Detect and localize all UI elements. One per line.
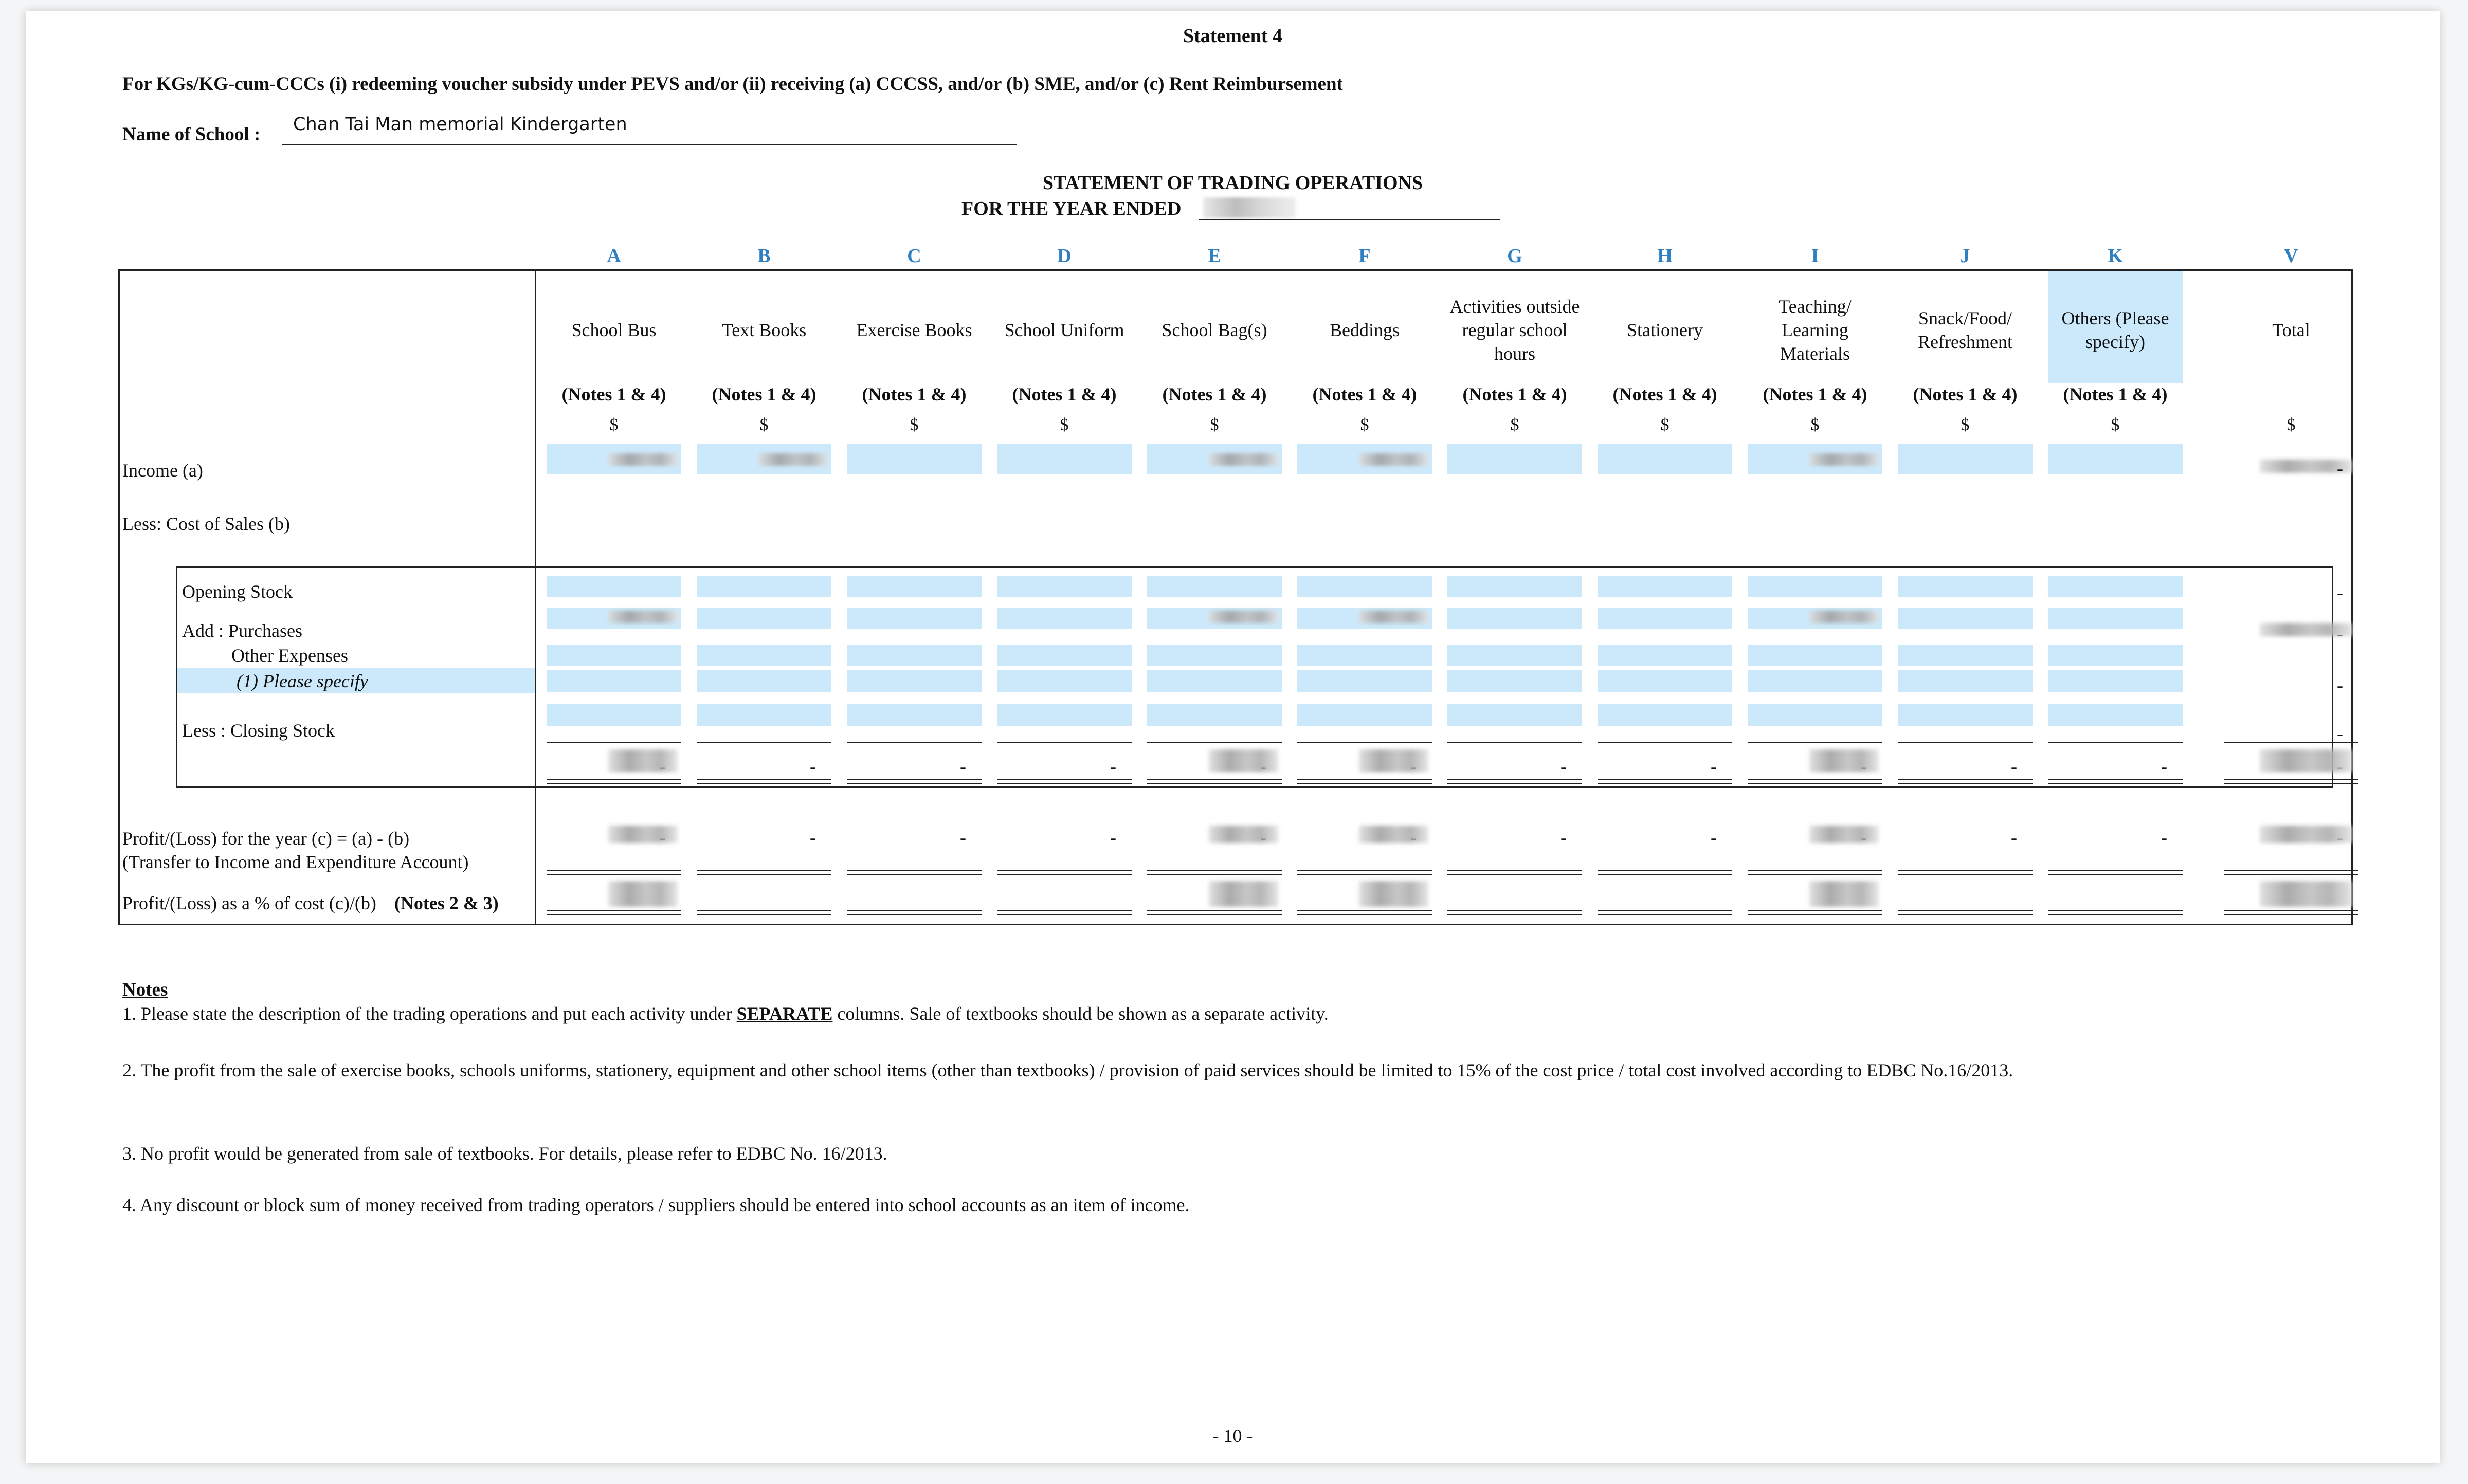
column-letter: E <box>1208 245 1221 267</box>
redacted-total <box>2260 623 2352 636</box>
column-notes: (Notes 1 & 4) <box>1462 384 1567 405</box>
input-cell-other-expenses[interactable] <box>1447 645 1582 666</box>
input-cell-closing-stock[interactable] <box>2048 704 2183 726</box>
input-cell-please-specify[interactable] <box>1447 670 1582 692</box>
double-underline <box>1748 779 1882 784</box>
column-header: Text Books <box>721 320 807 340</box>
input-cell-income[interactable] <box>997 444 1132 474</box>
profit-dash: - <box>1110 827 1116 848</box>
redacted-value <box>1809 826 1879 843</box>
input-cell-purchases[interactable] <box>1898 608 2033 629</box>
school-name-label: Name of School : <box>122 124 261 145</box>
double-underline <box>997 910 1132 915</box>
subtotal-underline <box>1598 742 1732 743</box>
redacted-value <box>1359 826 1428 843</box>
column-letter: H <box>1657 245 1673 267</box>
year-ended-label: FOR THE YEAR ENDED <box>961 198 1182 219</box>
redacted-value <box>758 453 828 466</box>
subtotal-underline <box>1147 742 1282 743</box>
profit-dash: - <box>2011 827 2017 848</box>
currency-symbol: $ <box>2286 415 2296 434</box>
subtotal-underline <box>697 742 831 743</box>
input-cell-opening-stock[interactable] <box>697 576 831 597</box>
school-name-underline <box>282 144 1017 145</box>
subtotal-underline <box>547 742 681 743</box>
redacted-value <box>1209 611 1278 623</box>
cost-total-dash: - <box>810 756 816 777</box>
profit-dash: - <box>2161 827 2167 848</box>
currency-symbol: $ <box>609 415 619 434</box>
column-notes: (Notes 1 & 4) <box>1012 384 1117 405</box>
redacted-value <box>1209 749 1278 772</box>
double-underline <box>997 870 1132 875</box>
note-1-bold: SEPARATE <box>736 1003 833 1024</box>
redacted-value <box>608 453 678 466</box>
redacted-value <box>1209 826 1278 843</box>
input-cell-income[interactable] <box>1598 444 1732 474</box>
column-letter: G <box>1507 245 1522 267</box>
double-underline <box>1297 870 1432 875</box>
row-label-profit-pct <box>122 892 499 914</box>
total-dash: - <box>2337 675 2343 695</box>
cost-total-dash: - <box>1110 756 1116 777</box>
double-underline <box>2224 779 2358 784</box>
column-header: School Bus <box>571 320 657 340</box>
currency-symbol: $ <box>1510 415 1519 434</box>
subtotal-underline <box>1297 742 1432 743</box>
redacted-value <box>1809 453 1879 466</box>
input-cell-please-specify[interactable] <box>2048 670 2183 692</box>
input-cell-purchases[interactable] <box>1598 608 1732 629</box>
input-cell-opening-stock[interactable] <box>1447 576 1582 597</box>
column-header: Stationery <box>1627 320 1703 340</box>
input-cell-closing-stock[interactable] <box>997 704 1132 726</box>
double-underline <box>847 870 982 875</box>
double-underline <box>1598 779 1732 784</box>
column-letter: D <box>1057 245 1072 267</box>
page-number: - 10 - <box>1212 1425 1253 1446</box>
column-notes: (Notes 1 & 4) <box>561 384 666 405</box>
input-cell-opening-stock[interactable] <box>997 576 1132 597</box>
note-1 <box>122 1002 2076 1025</box>
double-underline <box>2048 779 2183 784</box>
year-ended-redacted-value[interactable] <box>1203 197 1296 218</box>
column-notes: (Notes 1 & 4) <box>1312 384 1417 405</box>
double-underline <box>1898 779 2033 784</box>
redacted-value <box>608 611 678 623</box>
input-cell-other-expenses[interactable] <box>1598 645 1732 666</box>
input-cell-opening-stock[interactable] <box>1598 576 1732 597</box>
input-cell-please-specify[interactable] <box>1147 670 1282 692</box>
cost-total-dash: - <box>2011 756 2017 777</box>
column-notes: (Notes 1 & 4) <box>1612 384 1717 405</box>
double-underline <box>1447 779 1582 784</box>
school-name-field[interactable]: Chan Tai Man memorial Kindergarten <box>293 114 627 135</box>
column-letter: B <box>757 245 771 267</box>
redacted-value <box>1359 749 1428 772</box>
double-underline <box>547 779 681 784</box>
double-underline <box>1147 870 1282 875</box>
input-cell-opening-stock[interactable] <box>847 576 982 597</box>
input-cell-please-specify[interactable] <box>1748 670 1882 692</box>
header-line: For KGs/KG-cum-CCCs (i) redeeming voucher subsidy under PEVS and/or (ii) receiving (a) CCCSS, and/or (b) SME, and/or (c) Rent Reimbursement <box>122 74 1343 95</box>
redacted-value <box>2260 881 2352 907</box>
double-underline <box>1297 779 1432 784</box>
column-notes: (Notes 1 & 4) <box>862 384 967 405</box>
input-cell-other-expenses[interactable] <box>1147 645 1282 666</box>
input-cell-purchases[interactable] <box>997 608 1132 629</box>
input-cell-closing-stock[interactable] <box>697 704 831 726</box>
input-cell-opening-stock[interactable] <box>547 576 681 597</box>
column-notes: (Notes 1 & 4) <box>1162 384 1267 405</box>
double-underline <box>847 779 982 784</box>
column-header: School Bag(s) <box>1162 320 1267 340</box>
input-cell-other-expenses[interactable] <box>697 645 831 666</box>
input-cell-please-specify[interactable] <box>1598 670 1732 692</box>
profit-pct-text: Profit/(Loss) as a % of cost (c)/(b) <box>122 893 376 913</box>
currency-symbol: $ <box>759 415 769 434</box>
cost-total-dash: - <box>1560 756 1567 777</box>
input-cell-purchases[interactable] <box>847 608 982 629</box>
subtotal-underline <box>847 742 982 743</box>
cost-total-dash: - <box>2161 756 2167 777</box>
currency-symbol: $ <box>1810 415 1820 434</box>
redacted-value <box>1809 611 1879 623</box>
subtotal-underline <box>1748 742 1882 743</box>
note-3: 3. No profit would be generated from sale of textbooks. For details, please refer to EDBC No. 16/2013. <box>122 1143 887 1164</box>
currency-symbol: $ <box>1961 415 1970 434</box>
input-cell-other-expenses[interactable] <box>1748 645 1882 666</box>
row-label-profit-year: Profit/(Loss) for the year (c) = (a) - (b) <box>122 828 410 849</box>
redacted-value <box>1359 611 1428 623</box>
input-cell-closing-stock[interactable] <box>1447 704 1582 726</box>
subtotal-underline <box>997 742 1132 743</box>
note-1-post: columns. Sale of textbooks should be shown as a separate activity. <box>832 1003 1329 1024</box>
cost-total-dash: - <box>1711 756 1717 777</box>
profit-dash: - <box>1560 827 1567 848</box>
row-label-please-specify: (1) Please specify <box>237 671 368 691</box>
note-4: 4. Any discount or block sum of money received from trading operators / suppliers should be entered into school accounts as an item of income. <box>122 1195 1190 1215</box>
input-cell-please-specify[interactable] <box>997 670 1132 692</box>
column-letter: J <box>1960 245 1970 267</box>
profit-pct-notes: (Notes 2 & 3) <box>394 893 499 913</box>
input-cell-purchases[interactable] <box>2048 608 2183 629</box>
column-notes: (Notes 1 & 4) <box>712 384 816 405</box>
column-letter: C <box>907 245 921 267</box>
column-header: Snack/Food/ Refreshment <box>1918 308 2012 352</box>
double-underline <box>1598 910 1732 915</box>
double-underline <box>1898 910 2033 915</box>
input-cell-income[interactable] <box>1447 444 1582 474</box>
column-letter: A <box>607 245 621 267</box>
column-header-others[interactable]: Others (Please specify) <box>2061 308 2169 352</box>
input-cell-closing-stock[interactable] <box>1297 704 1432 726</box>
column-letter: V <box>2284 245 2298 267</box>
input-cell-closing-stock[interactable] <box>1748 704 1882 726</box>
notes-title: Notes <box>122 979 168 1000</box>
redacted-value <box>1809 881 1879 907</box>
double-underline <box>1147 779 1282 784</box>
input-cell-closing-stock[interactable] <box>1898 704 2033 726</box>
statement-title: STATEMENT OF TRADING OPERATIONS <box>1042 172 1423 194</box>
double-underline <box>2048 870 2183 875</box>
redacted-value <box>608 749 678 772</box>
input-cell-please-specify[interactable] <box>847 670 982 692</box>
redacted-value <box>1359 881 1428 907</box>
redacted-value <box>1209 881 1278 907</box>
input-cell-other-expenses[interactable] <box>547 645 681 666</box>
input-cell-closing-stock[interactable] <box>847 704 982 726</box>
subtotal-underline <box>1898 742 2033 743</box>
currency-symbol: $ <box>1360 415 1369 434</box>
input-cell-opening-stock[interactable] <box>1147 576 1282 597</box>
double-underline <box>697 910 831 915</box>
double-underline <box>847 910 982 915</box>
redacted-value <box>2260 749 2352 772</box>
double-underline <box>2048 910 2183 915</box>
input-cell-income[interactable] <box>847 444 982 474</box>
row-label-other-expenses: Other Expenses <box>231 645 348 666</box>
redacted-value <box>608 826 678 843</box>
input-cell-other-expenses[interactable] <box>1297 645 1432 666</box>
double-underline <box>1447 870 1582 875</box>
input-cell-please-specify[interactable] <box>697 670 831 692</box>
input-cell-opening-stock[interactable] <box>1748 576 1882 597</box>
input-cell-other-expenses[interactable] <box>2048 645 2183 666</box>
input-cell-please-specify[interactable] <box>1297 670 1432 692</box>
total-dash: - <box>2337 723 2343 744</box>
redacted-value <box>1809 749 1879 772</box>
double-underline <box>2224 870 2358 875</box>
column-header: Total <box>2272 320 2310 340</box>
double-underline <box>1898 870 2033 875</box>
redacted-value <box>1209 453 1278 466</box>
column-header: Activities outside regular school hours <box>1449 296 1580 364</box>
column-header: Exercise Books <box>856 320 972 340</box>
total-dash: - <box>2337 458 2343 479</box>
input-cell-opening-stock[interactable] <box>1898 576 2033 597</box>
input-cell-closing-stock[interactable] <box>547 704 681 726</box>
column-header: Beddings <box>1329 320 1400 340</box>
column-notes: (Notes 1 & 4) <box>2063 384 2168 405</box>
statement-label: Statement 4 <box>1183 25 1283 47</box>
redacted-value <box>1359 453 1428 466</box>
input-cell-opening-stock[interactable] <box>1297 576 1432 597</box>
input-cell-please-specify[interactable] <box>1898 670 2033 692</box>
input-cell-other-expenses[interactable] <box>1898 645 2033 666</box>
input-cell-other-expenses[interactable] <box>847 645 982 666</box>
double-underline <box>1598 870 1732 875</box>
double-underline <box>547 870 681 875</box>
input-cell-closing-stock[interactable] <box>1598 704 1732 726</box>
row-label-cost-of-sales: Less: Cost of Sales (b) <box>122 514 290 534</box>
column-letter: I <box>1811 245 1819 267</box>
total-dash: - <box>2337 582 2343 603</box>
double-underline <box>697 870 831 875</box>
document-page <box>26 11 2440 1463</box>
row-label-income: Income (a) <box>122 460 203 481</box>
currency-symbol: $ <box>910 415 919 434</box>
note-1-pre: 1. Please state the description of the trading operations and put each activity under <box>122 1003 737 1024</box>
column-letter: F <box>1358 245 1371 267</box>
subtotal-underline <box>1447 742 1582 743</box>
redacted-value <box>608 881 678 907</box>
column-header: Teaching/ Learning Materials <box>1779 296 1852 364</box>
double-underline <box>2224 910 2358 915</box>
double-underline <box>997 779 1132 784</box>
row-label-closing-stock: Less : Closing Stock <box>182 720 335 741</box>
profit-dash: - <box>1711 827 1717 848</box>
subtotal-underline <box>2048 742 2183 743</box>
input-cell-income[interactable] <box>1898 444 2033 474</box>
input-cell-closing-stock[interactable] <box>1147 704 1282 726</box>
input-cell-please-specify[interactable] <box>547 670 681 692</box>
cost-total-dash: - <box>960 756 966 777</box>
row-label-profit-transfer: (Transfer to Income and Expenditure Account) <box>122 852 469 872</box>
column-notes: (Notes 1 & 4) <box>1913 384 2018 405</box>
input-cell-purchases[interactable] <box>1447 608 1582 629</box>
double-underline <box>1297 910 1432 915</box>
profit-dash: - <box>960 827 966 848</box>
double-underline <box>697 779 831 784</box>
year-ended-underline <box>1199 219 1500 220</box>
profit-dash: - <box>810 827 816 848</box>
input-cell-purchases[interactable] <box>697 608 831 629</box>
double-underline <box>547 910 681 915</box>
note-2: 2. The profit from the sale of exercise books, schools uniforms, stationery, equipment and other school items (other than textbooks) / provision of paid services should be limited to 15% of the cost price / total cost involved according to EDBC No.16/2013. <box>122 1060 2013 1080</box>
currency-symbol: $ <box>1060 415 1069 434</box>
double-underline <box>1748 910 1882 915</box>
column-header: School Uniform <box>1004 320 1124 340</box>
column-letter: K <box>2108 245 2123 267</box>
input-cell-income[interactable] <box>2048 444 2183 474</box>
currency-symbol: $ <box>1660 415 1669 434</box>
double-underline <box>1748 870 1882 875</box>
double-underline <box>1447 910 1582 915</box>
double-underline <box>1147 910 1282 915</box>
redacted-value <box>2260 826 2352 843</box>
currency-symbol: $ <box>2111 415 2120 434</box>
input-cell-other-expenses[interactable] <box>997 645 1132 666</box>
row-label-purchases: Add : Purchases <box>182 620 302 641</box>
currency-symbol: $ <box>1210 415 1219 434</box>
column-notes: (Notes 1 & 4) <box>1763 384 1867 405</box>
row-label-opening-stock: Opening Stock <box>182 581 293 602</box>
input-cell-opening-stock[interactable] <box>2048 576 2183 597</box>
